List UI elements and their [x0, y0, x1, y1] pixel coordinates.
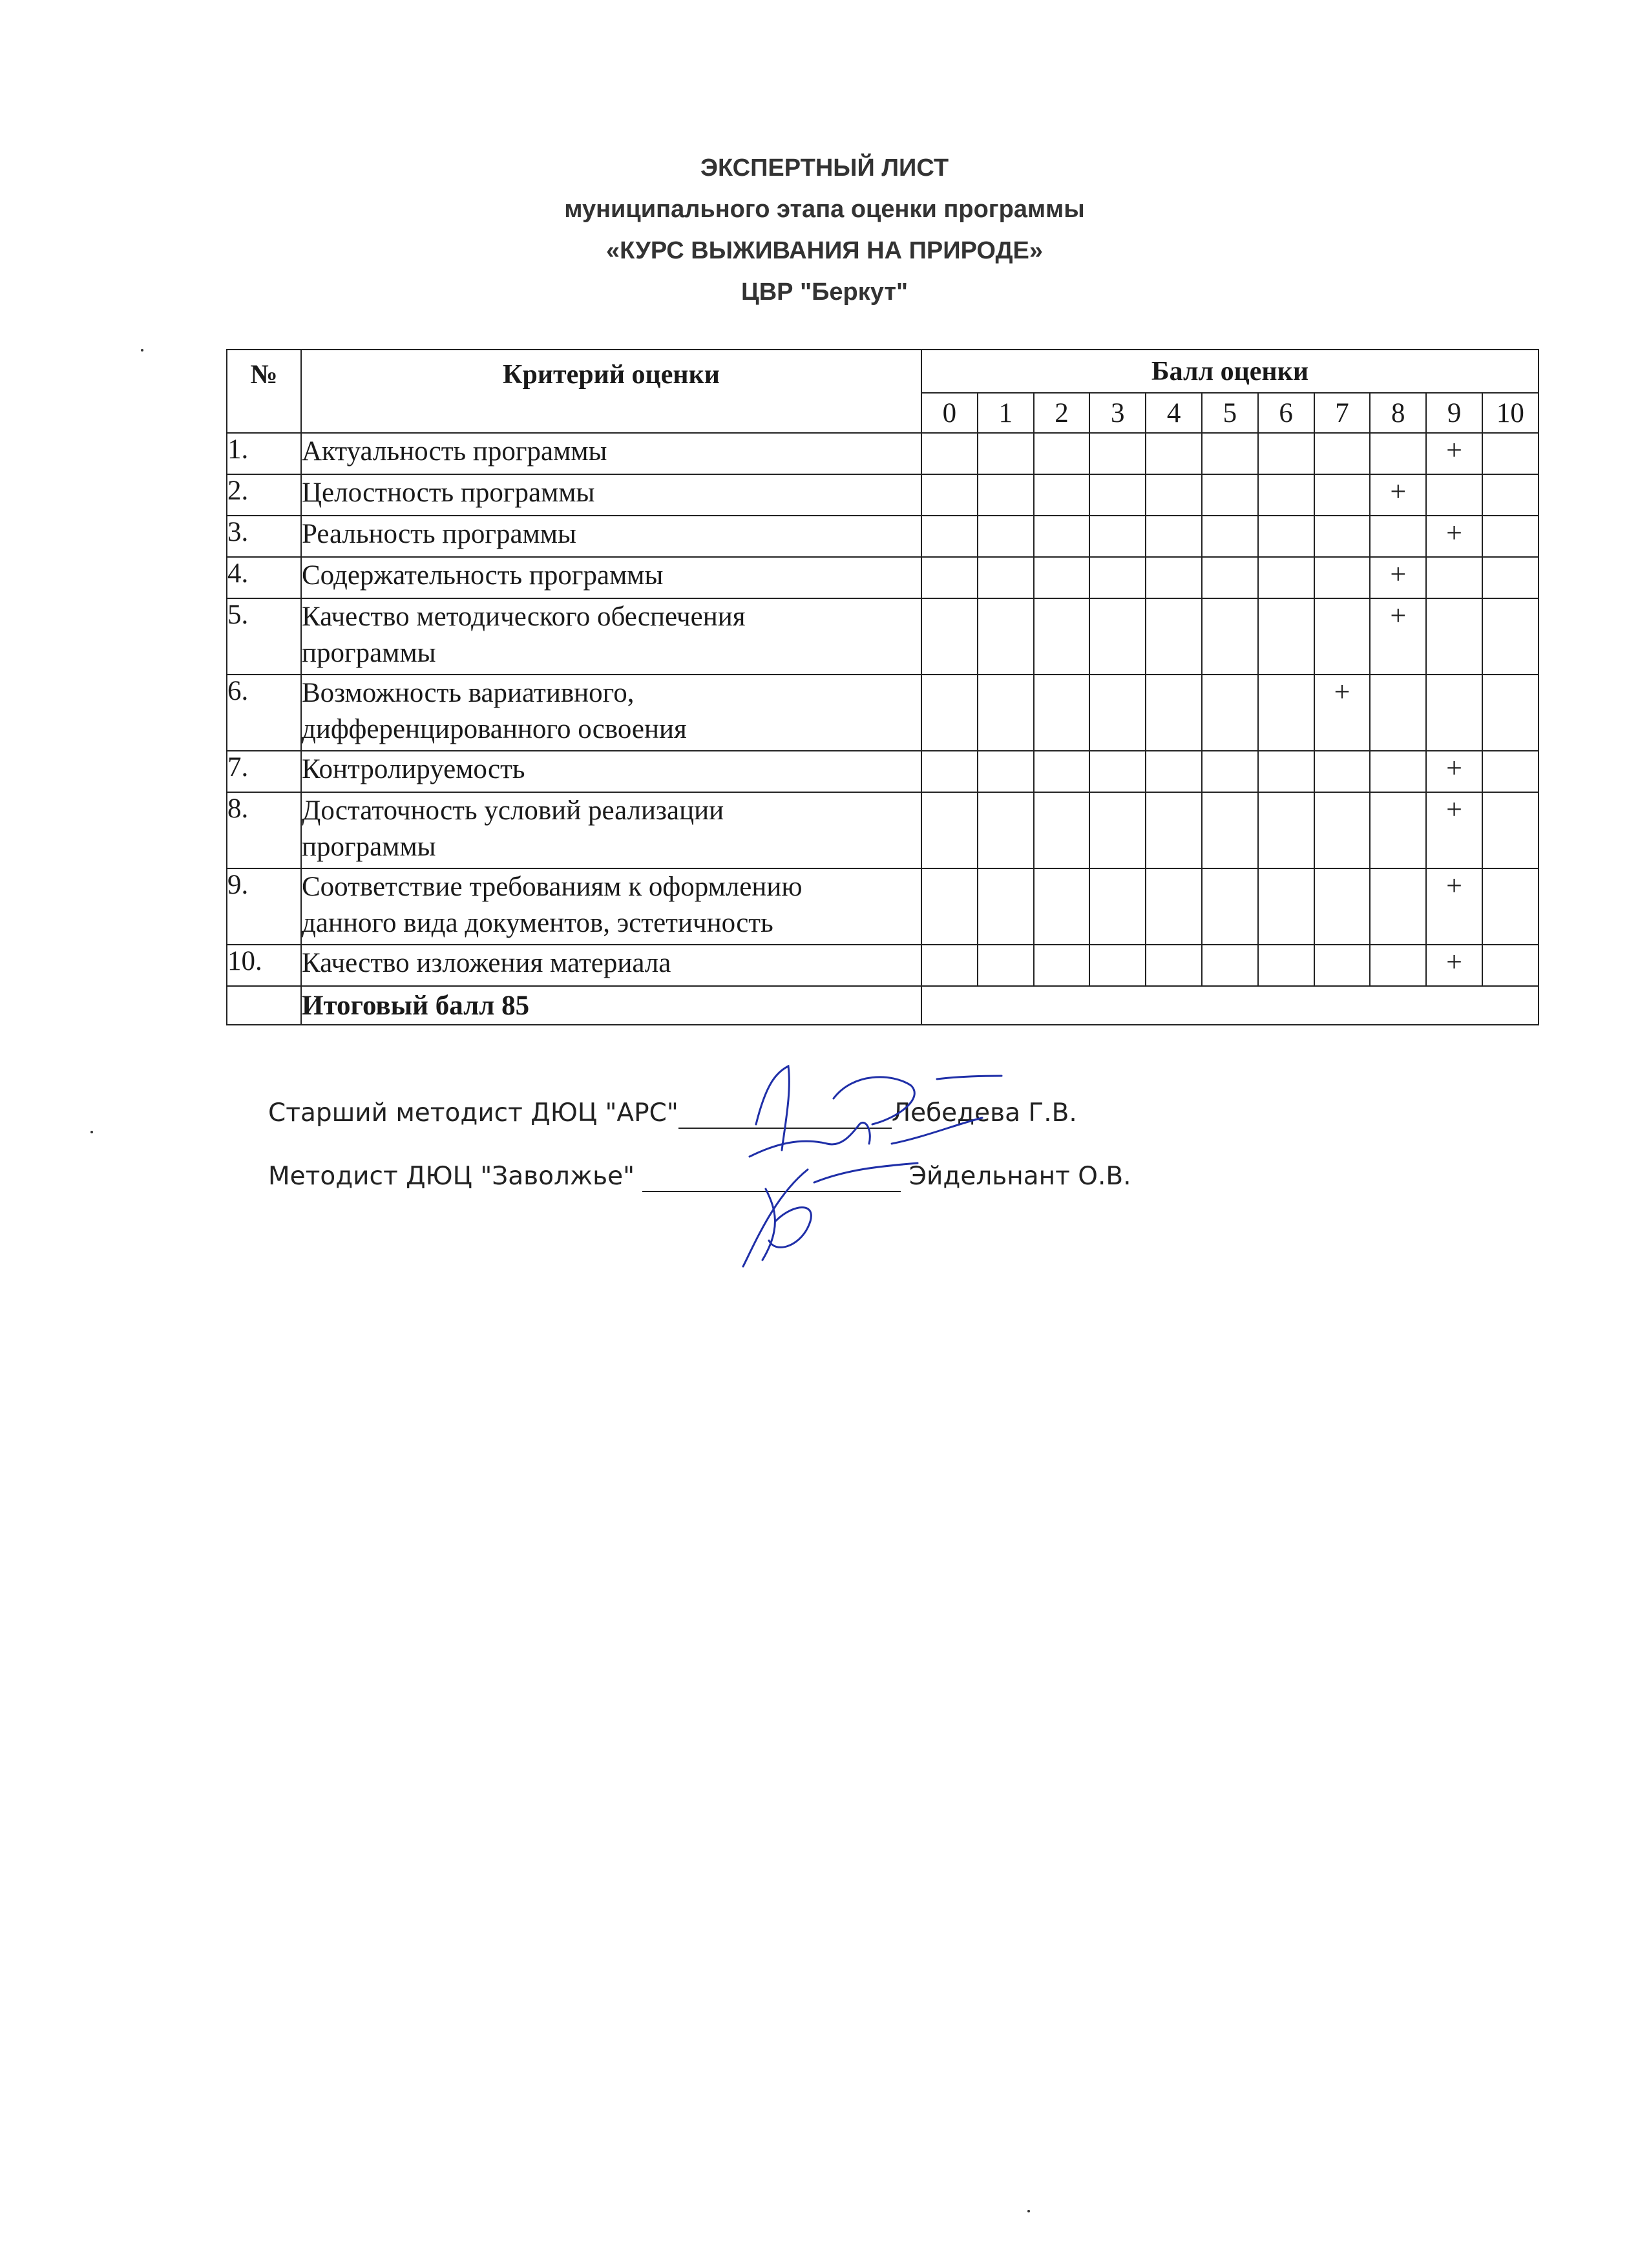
score-cell	[1089, 433, 1146, 474]
score-mark: +	[1314, 675, 1371, 751]
score-mark: +	[1370, 557, 1426, 598]
score-cell	[978, 433, 1034, 474]
criterion-cell	[301, 751, 921, 792]
score-mark: +	[1426, 868, 1482, 945]
criterion-cell	[301, 868, 921, 945]
table-row	[227, 598, 1539, 675]
score-cell	[1089, 516, 1146, 557]
row-number: 9.	[227, 868, 301, 945]
criterion-text-line-2: программы	[302, 832, 436, 862]
score-header-1: 1	[978, 393, 1034, 433]
total-empty-cell	[227, 986, 301, 1025]
score-header-4: 4	[1146, 393, 1202, 433]
score-cell	[1146, 675, 1202, 751]
criterion-cell	[301, 516, 921, 557]
criterion-text: Целостность программы	[302, 478, 595, 508]
score-cell	[1258, 474, 1314, 516]
score-cell	[921, 675, 978, 751]
row-number: 4.	[227, 557, 301, 598]
score-cell	[1202, 474, 1258, 516]
score-cell	[921, 474, 978, 516]
score-cell	[921, 868, 978, 945]
header-num: №	[227, 350, 301, 433]
score-cell	[1370, 792, 1426, 868]
header-score: Балл оценки	[921, 350, 1539, 393]
score-cell	[1482, 516, 1539, 557]
score-cell	[1482, 751, 1539, 792]
criterion-cell	[301, 474, 921, 516]
score-cell	[1089, 868, 1146, 945]
score-cell	[1258, 792, 1314, 868]
score-cell	[1146, 868, 1202, 945]
score-mark: +	[1426, 516, 1482, 557]
score-cell	[1258, 433, 1314, 474]
score-table-body	[227, 433, 1539, 986]
score-cell	[1034, 598, 1090, 675]
score-cell	[978, 474, 1034, 516]
score-cell	[1482, 433, 1539, 474]
score-cell	[978, 868, 1034, 945]
score-cell	[1034, 557, 1090, 598]
score-cell	[978, 598, 1034, 675]
score-cell	[1034, 474, 1090, 516]
score-cell	[1146, 598, 1202, 675]
score-cell	[1258, 598, 1314, 675]
score-cell	[921, 751, 978, 792]
signature-1-name: Лебедева Г.В.	[891, 1098, 1077, 1128]
score-cell	[978, 945, 1034, 986]
score-cell	[1089, 474, 1146, 516]
table-row	[227, 945, 1539, 986]
score-cell	[1034, 945, 1090, 986]
score-cell	[1202, 433, 1258, 474]
row-number: 10.	[227, 945, 301, 986]
header-criterion: Критерий оценки	[301, 350, 921, 433]
table-row	[227, 792, 1539, 868]
score-cell	[1482, 557, 1539, 598]
score-cell	[1202, 516, 1258, 557]
score-header-5: 5	[1202, 393, 1258, 433]
score-header-2: 2	[1034, 393, 1090, 433]
signature-2-title: Методист ДЮЦ "Заволжье"	[268, 1162, 635, 1191]
score-cell	[1202, 557, 1258, 598]
score-cell	[1089, 751, 1146, 792]
criterion-text: Соответствие требованиям к оформлению	[302, 872, 803, 902]
signature-1-stroke-4	[892, 1076, 1002, 1144]
score-cell	[1426, 598, 1482, 675]
score-cell	[1314, 598, 1371, 675]
score-cell	[978, 792, 1034, 868]
score-cell	[1258, 868, 1314, 945]
score-cell	[921, 945, 978, 986]
score-cell	[1482, 675, 1539, 751]
score-cell	[1314, 751, 1371, 792]
criterion-text-line-2: данного вида документов, эстетичность	[302, 908, 773, 938]
score-cell	[1034, 433, 1090, 474]
scan-speck	[141, 349, 143, 352]
score-cell	[1314, 557, 1371, 598]
criterion-cell	[301, 433, 921, 474]
score-cell	[1034, 792, 1090, 868]
score-header-8: 8	[1370, 393, 1426, 433]
score-cell	[1089, 792, 1146, 868]
handwritten-signatures	[678, 1047, 1040, 1279]
score-cell	[1426, 474, 1482, 516]
score-cell	[1146, 516, 1202, 557]
score-cell	[978, 516, 1034, 557]
score-cell	[1258, 945, 1314, 986]
signature-1-title: Старший методист ДЮЦ "АРС"	[268, 1098, 678, 1128]
header-title: ЭКСПЕРТНЫЙ ЛИСТ	[700, 154, 949, 182]
score-cell	[1258, 557, 1314, 598]
criterion-text-line-2: программы	[302, 638, 436, 668]
score-cell	[921, 516, 978, 557]
score-cell	[1034, 675, 1090, 751]
score-cell	[1370, 675, 1426, 751]
score-cell	[1482, 945, 1539, 986]
score-cell	[921, 557, 978, 598]
score-cell	[1314, 474, 1371, 516]
signature-1-stroke-2	[750, 1122, 870, 1157]
signature-1-stroke	[756, 1066, 789, 1150]
score-mark: +	[1370, 598, 1426, 675]
criterion-text: Достаточность условий реализации	[302, 795, 724, 826]
score-mark: +	[1426, 433, 1482, 474]
score-cell	[1370, 516, 1426, 557]
table-row	[227, 675, 1539, 751]
score-cell	[1482, 792, 1539, 868]
score-cell	[1146, 945, 1202, 986]
score-cell	[1034, 516, 1090, 557]
header-program-name: «КУРС ВЫЖИВАНИЯ НА ПРИРОДЕ»	[605, 237, 1044, 264]
table-row	[227, 868, 1539, 945]
criterion-text: Контролируемость	[302, 754, 525, 784]
score-cell	[978, 751, 1034, 792]
score-cell	[978, 675, 1034, 751]
criterion-cell	[301, 792, 921, 868]
criterion-text-line-2: дифференцированного освоения	[302, 714, 687, 744]
score-cell	[1314, 792, 1371, 868]
criterion-text: Качество изложения материала	[302, 948, 671, 978]
criterion-text: Содержательность программы	[302, 560, 664, 591]
score-cell	[1202, 792, 1258, 868]
score-cell	[1034, 751, 1090, 792]
table-row	[227, 433, 1539, 474]
score-header-6: 6	[1258, 393, 1314, 433]
score-header-9: 9	[1426, 393, 1482, 433]
score-mark: +	[1426, 945, 1482, 986]
score-cell	[1146, 751, 1202, 792]
criterion-cell	[301, 557, 921, 598]
score-cell	[1370, 868, 1426, 945]
row-number: 6.	[227, 675, 301, 751]
row-number: 1.	[227, 433, 301, 474]
row-number: 8.	[227, 792, 301, 868]
signature-2-stroke-3	[814, 1163, 918, 1182]
score-cell	[1482, 868, 1539, 945]
criterion-text: Качество методического обеспечения	[302, 602, 746, 632]
score-cell	[1426, 675, 1482, 751]
score-cell	[1202, 598, 1258, 675]
scan-speck	[90, 1131, 93, 1133]
score-cell	[1258, 751, 1314, 792]
score-header-3: 3	[1089, 393, 1146, 433]
table-row	[227, 474, 1539, 516]
score-cell	[1258, 516, 1314, 557]
score-cell	[1146, 792, 1202, 868]
signature-1-stroke-3	[834, 1077, 914, 1124]
score-cell	[1370, 433, 1426, 474]
criterion-text: Актуальность программы	[302, 436, 607, 467]
score-cell	[1202, 868, 1258, 945]
row-number: 3.	[227, 516, 301, 557]
score-cell	[1034, 868, 1090, 945]
table-row	[227, 557, 1539, 598]
criterion-text: Реальность программы	[302, 519, 576, 549]
score-cell	[1146, 557, 1202, 598]
score-cell	[1370, 751, 1426, 792]
score-cell	[1089, 675, 1146, 751]
score-cell	[1089, 945, 1146, 986]
criterion-cell	[301, 598, 921, 675]
header-organization: ЦВР "Беркут"	[740, 278, 909, 306]
score-mark: +	[1370, 474, 1426, 516]
score-cell	[1482, 474, 1539, 516]
score-cell	[1314, 945, 1371, 986]
criterion-text: Возможность вариативного,	[302, 678, 635, 708]
row-number: 7.	[227, 751, 301, 792]
score-cell	[1202, 945, 1258, 986]
row-number: 5.	[227, 598, 301, 675]
score-cell	[1202, 675, 1258, 751]
score-cell	[1370, 945, 1426, 986]
score-mark: +	[1426, 751, 1482, 792]
score-cell	[1202, 751, 1258, 792]
table-row	[227, 751, 1539, 792]
signature-2-stroke	[743, 1170, 808, 1266]
criterion-cell	[301, 675, 921, 751]
signature-2-name: Эйдельнант О.В.	[909, 1162, 1131, 1191]
score-header-7: 7	[1314, 393, 1371, 433]
score-cell	[921, 433, 978, 474]
table-row	[227, 516, 1539, 557]
score-cell	[1089, 598, 1146, 675]
score-mark: +	[1426, 792, 1482, 868]
score-table	[226, 349, 1539, 1025]
score-cell	[1482, 598, 1539, 675]
criterion-cell	[301, 945, 921, 986]
scan-speck	[1027, 2210, 1030, 2212]
document-header	[0, 147, 1649, 313]
score-cell	[1314, 516, 1371, 557]
score-cell	[1314, 868, 1371, 945]
score-header-0: 0	[921, 393, 978, 433]
score-header-10: 10	[1482, 393, 1539, 433]
score-cell	[1314, 433, 1371, 474]
score-cell	[978, 557, 1034, 598]
score-cell	[1426, 557, 1482, 598]
row-number: 2.	[227, 474, 301, 516]
score-cell	[1146, 474, 1202, 516]
score-cell	[921, 792, 978, 868]
score-cell	[1146, 433, 1202, 474]
total-score-empty	[921, 986, 1539, 1025]
score-cell	[921, 598, 978, 675]
score-cell	[1089, 557, 1146, 598]
header-subtitle: муниципального этапа оценки программы	[564, 196, 1085, 223]
score-cell	[1258, 675, 1314, 751]
total-score: Итоговый балл 85	[301, 986, 921, 1025]
